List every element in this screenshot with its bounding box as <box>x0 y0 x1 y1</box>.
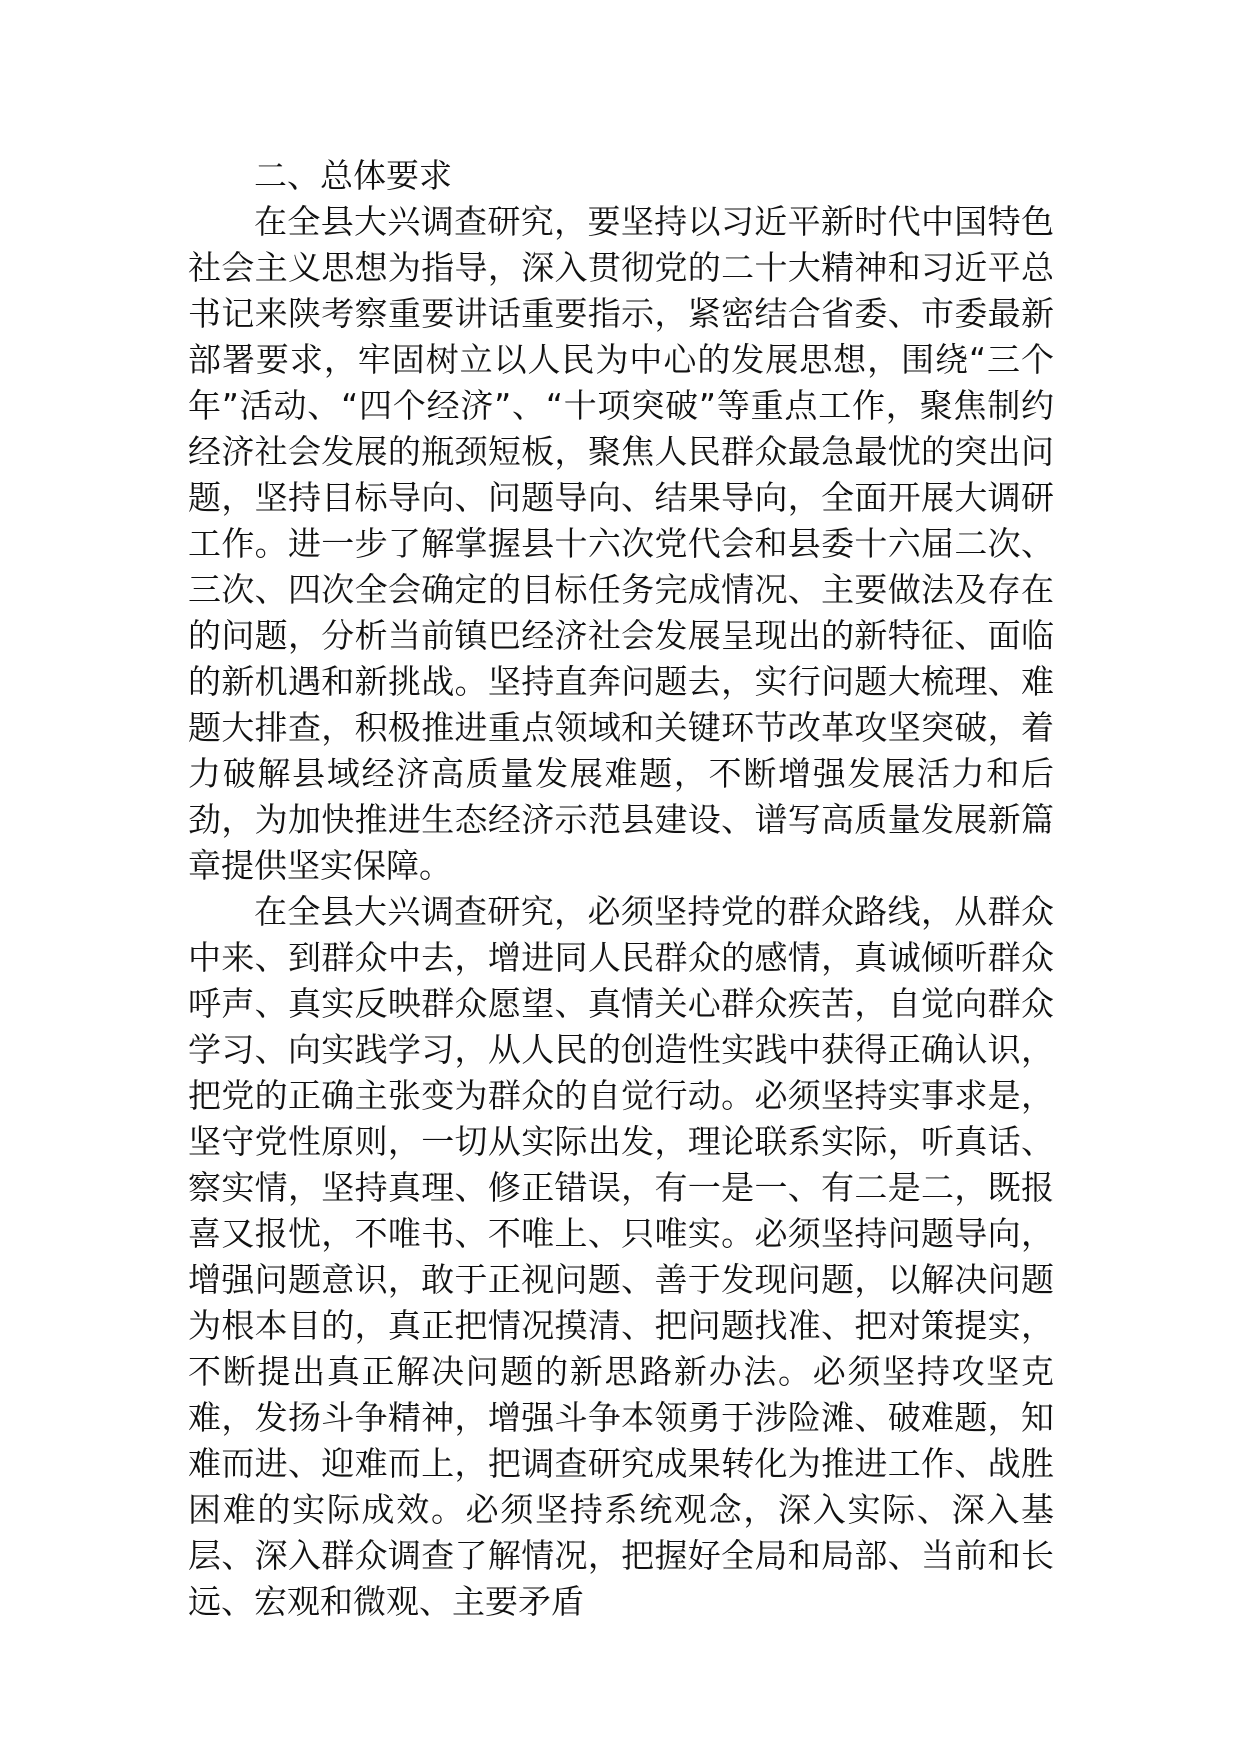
document-body <box>188 153 1054 1625</box>
paragraph: 在全县大兴调查研究，要坚持以习近平新时代中国特色社会主义思想为指导，深入贯彻党的二十大精神和习近平总书记来陕考察重要讲话重要指示，紧密结合省委、市委最新部署要求，牢固树立以人民为中心的发展思想，围绕“三个年”活动、“四个经济”、“十项突破”等重点工作，聚焦制约经济社会发展的瓶颈短板，聚焦人民群众最急最忧的突出问题，坚持目标导向、问题导向、结果导向，全面开展大调研工作。进一步了解掌握县十六次党代会和县委十六届二次、三次、四次全会确定的目标任务完成情况、主要做法及存在的问题，分析当前镇巴经济社会发展呈现出的新特征、面临的新机遇和新挑战。坚持直奔问题去，实行问题大梳理、难题大排查，积极推进重点领域和关键环节改革攻坚突破，着力破解县域经济高质量发展难题，不断增强发展活力和后劲，为加快推进生态经济示范县建设、谱写高质量发展新篇章提供坚实保障。 <box>188 202 1054 885</box>
paragraph: 在全县大兴调查研究，必须坚持党的群众路线，从群众中来、到群众中去，增进同人民群众的感情，真诚倾听群众呼声、真实反映群众愿望、真情关心群众疾苦，自觉向群众学习、向实践学习，从人民的创造性实践中获得正确认识，把党的正确主张变为群众的自觉行动。必须坚持实事求是，坚守党性原则，一切从实际出发，理论联系实际，听真话、察实情，坚持真理、修正错误，有一是一、有二是二，既报喜又报忧，不唯书、不唯上、只唯实。必须坚持问题导向，增强问题意识，敢于正视问题、善于发现问题，以解决问题为根本目的，真正把情况摸清、把问题找准、把对策提实，不断提出真正解决问题的新思路新办法。必须坚持攻坚克难，发扬斗争精神，增强斗争本领勇于涉险滩、破难题，知难而进、迎难而上，把调查研究成果转化为推进工作、战胜困难的实际成效。必须坚持系统观念，深入实际、深入基层、深入群众调查了解情况，把握好全局和局部、当前和长远、宏观和微观、主要矛盾 <box>188 892 1054 1621</box>
section-heading: 二、总体要求 <box>254 156 452 195</box>
